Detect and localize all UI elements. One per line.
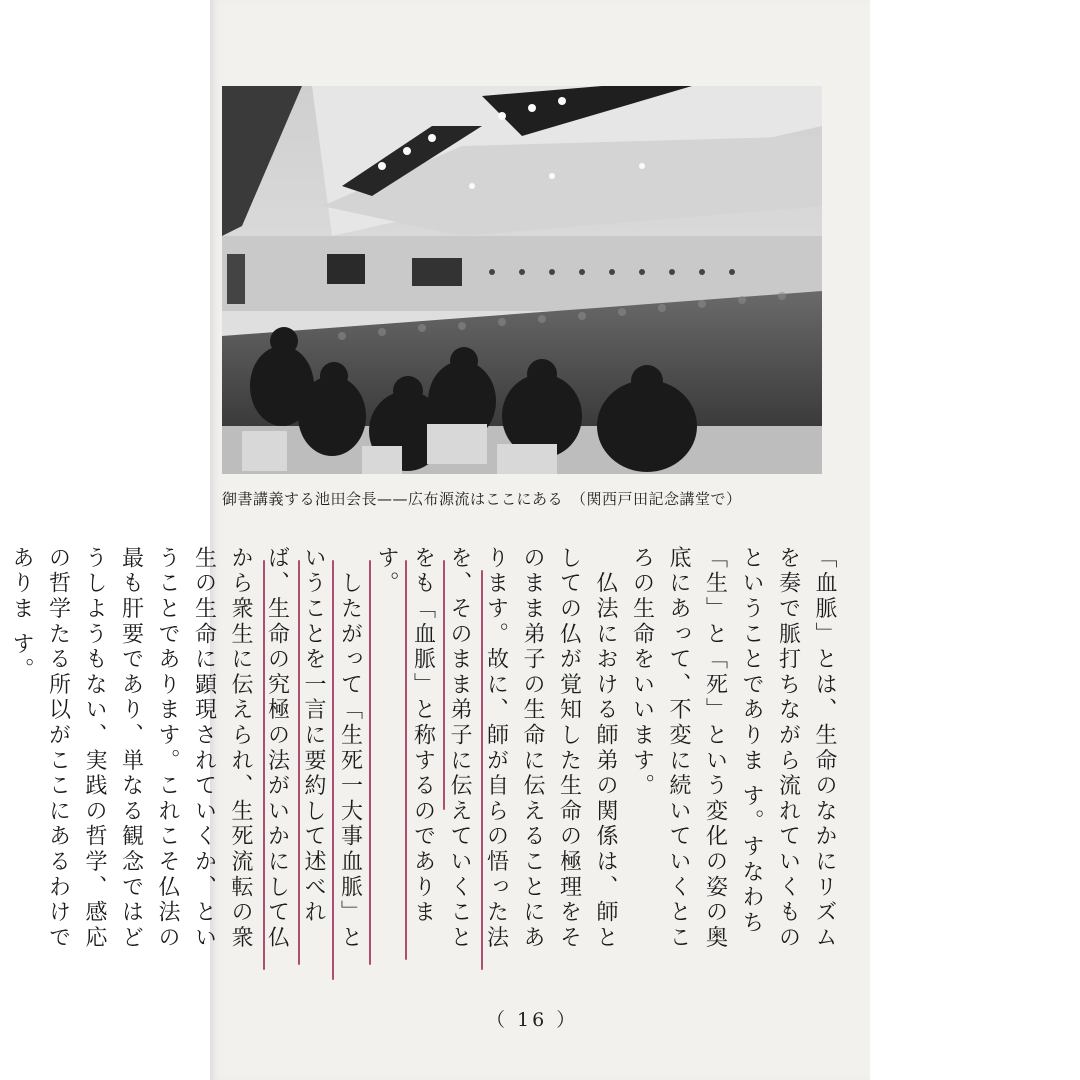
auditorium-photo	[222, 86, 822, 474]
photo-caption	[222, 488, 822, 509]
paragraph: 仏法における師弟の関係は、師としての仏が覚知した生命の極理をそのまま弟子の生命に伝えることにあります。故に、師が自らの悟った法を、そのまま弟子に伝えていくことをも「血脈」と称するのであります。	[374, 546, 618, 951]
caption-title: 御書講義する池田会長——広布源流はここにある	[222, 490, 564, 508]
caption-location: （関西戸田記念講堂で）	[571, 490, 742, 508]
page-number: （ 16 ）	[486, 1009, 579, 1031]
vertical-body-text	[9, 546, 842, 966]
auditorium-photo-image	[222, 86, 822, 474]
paragraph: 「血脈」とは、生命のなかにリズムを奏で脈打ちながら流れていくものということでありま す。すなわち「生」と「死」という変化の姿の奥底にあって、不変に続いていくところの生命をいいます。	[629, 546, 837, 951]
paragraph: したがって「生死一大事血脈」ということを一言に要約して述べれば、生命の究極の法がいかにして仏から衆生に伝えられ、生死流転の衆生の生命に顕現されていくか、ということであります。これこそ仏法の最も肝要であり、単なる観念ではどうしようもない、実践の哲学、感応の哲学たる所以がここにあるわけでありま す。	[9, 546, 363, 951]
